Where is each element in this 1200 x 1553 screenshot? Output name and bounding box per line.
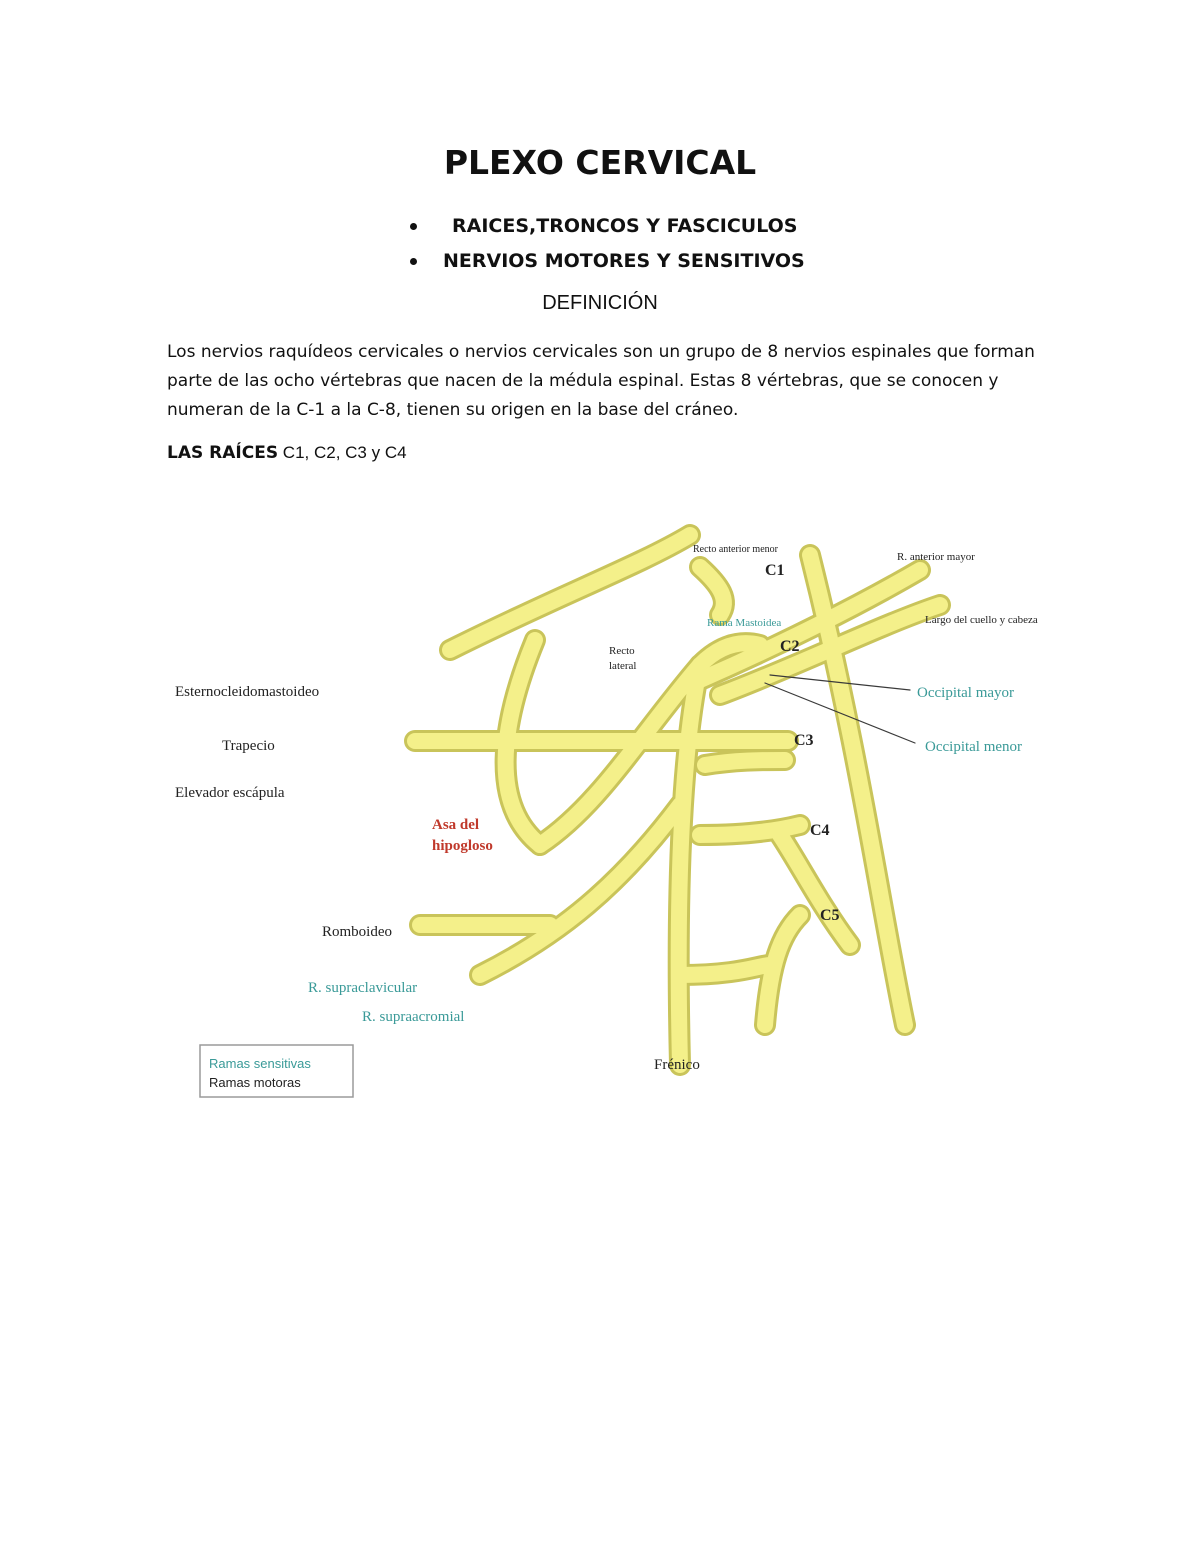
topic-list [400,211,805,281]
topic-item [400,246,805,281]
recto-label: Recto [609,645,635,657]
cervical-plexus-diagram [160,505,1070,1105]
c2-label: C2 [780,638,800,655]
roots-text: C1, C2, C3 y C4 [278,443,407,462]
topic-label: NERVIOS MOTORES Y SENSITIVOS [443,250,805,272]
legend-sensory-label: Ramas sensitivas [209,1056,311,1071]
lateral-label: lateral [609,660,637,672]
page-title: PLEXO CERVICAL [443,143,757,182]
definition-paragraph: Los nervios raquídeos cervicales o nervios cervicales son un grupo de 8 nervios espinales que forman parte de las ocho vértebras que nacen de la médula espinal. Estas 8 vértebras, que se conocen y numeran de la C-1 a la C-8, tienen su origen en la base del cráneo. [167,342,1035,420]
frenico-label: Frénico [654,1057,700,1073]
trapecio-label: Trapecio [222,738,275,754]
esternocleidomastoideo-label: Esternocleidomastoideo [175,684,320,700]
definition-heading: DEFINICIÓN [542,292,658,314]
romboideo-label: Romboideo [322,924,392,940]
bullet-icon [410,258,417,265]
r-anterior-mayor-label: R. anterior mayor [897,551,975,563]
supraclavicular-label: R. supraclavicular [308,980,418,996]
roots-label: LAS RAÍCES [167,443,279,463]
nerve-branches [415,535,940,1065]
rama-mastoidea-label: Rama Mastoidea [707,617,782,629]
bullet-icon [410,223,417,230]
occipital-mayor-label: Occipital mayor [917,685,1015,701]
roots-line [167,439,407,467]
c1-label: C1 [765,562,785,579]
recto-anterior-menor-label: Recto anterior menor [693,544,778,555]
legend [200,1045,353,1097]
occipital-menor-label: Occipital menor [925,739,1023,755]
elevador-escapula-label: Elevador escápula [175,785,285,801]
supraacromial-label: R. supraacromial [362,1009,465,1025]
topic-item [400,211,805,246]
c5-label: C5 [820,907,840,924]
asa-hipogloso-label-1: Asa del [432,817,480,833]
c3-label: C3 [794,732,814,749]
c4-label: C4 [810,822,830,839]
topic-label: RAICES,TRONCOS Y FASCICULOS [452,215,798,237]
largo-cuello-label: Largo del cuello y cabeza [925,614,1038,626]
asa-hipogloso-label-2: hipogloso [432,838,493,854]
legend-motor-label: Ramas motoras [209,1075,301,1090]
